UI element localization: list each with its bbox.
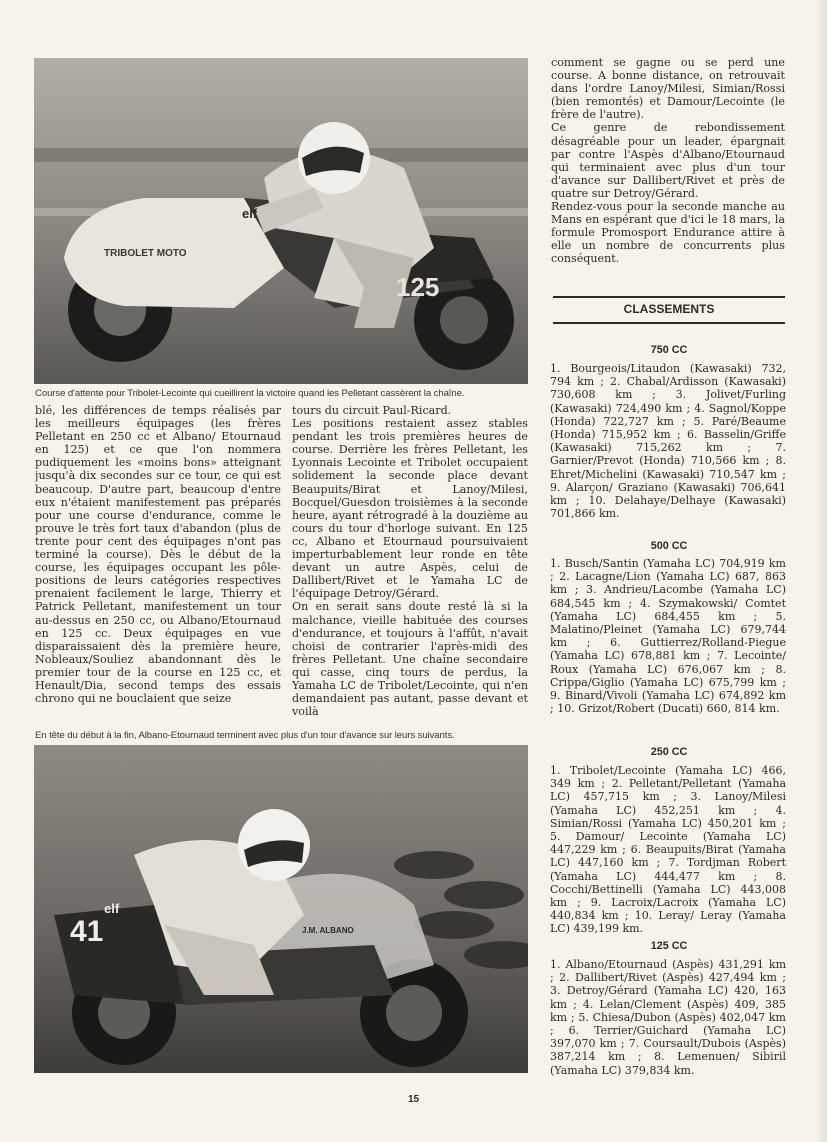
article-col2-paragraph-2: Les positions restaient assez stables pendant les trois premières heures de course. Derrière les frères Pelletant, les Lyonnais Lecointe et Tribolet occupaient solidement la seconde place devant Beaupuits/Birat et Lanoy/Milesi, Bocquel/Guesdon troisièmes à la seconde heure, ayant rétrogradé à la douzième au cours du tour d'horloge suivant. En 125 cc, Albano et Etournaud poursuivaient imperturbablement leur ronde en tête devant un autre Aspès, celui de Dallibert/Rivet et le Yamaha LC de l'équipage Detroy/Gérard.: [292, 417, 528, 601]
classements-rule-bottom: [553, 322, 785, 324]
category-125-title: 125 CC: [650, 940, 688, 952]
category-250-title: 250 CC: [650, 746, 688, 758]
page-number: 15: [407, 1094, 420, 1105]
photo-top-tribolet-lecointe: [34, 58, 528, 384]
race-number-41: 41: [70, 915, 104, 948]
race-number-125: 125: [396, 272, 440, 302]
article-col3-paragraph-1: comment se gagne ou se perd une course. A bonne distance, on retrouvait dans l'ordre Lanoy/Milesi, Simian/Rossi (bien remontés) et Damour/Lecointe (le frère de l'autre).: [551, 56, 785, 122]
photo-bottom-illustration: [34, 745, 528, 1073]
article-column-1: [35, 404, 281, 726]
article-col2-paragraph-3: On en serait sans doute resté là si la malchance, vieille habituée des courses d'endurance, et toujours à l'affût, n'avait choisi de contrarier l'après-midi des frères Pelletant. Une chaîne secondaire qui casse, cinq tours de perdus, la Yamaha LC de Tribolet/Lecointe, qui n'en demandaient pas autant, passe devant et voilà: [292, 600, 528, 719]
category-125-results: 1. Albano/Etournaud (Aspès) 431,291 km ; 2. Dallibert/Rivet (Aspès) 427,494 km ; 3. Detroy/Gérard (Yamaha LC) 420, 163 km ; 4. Lelan/Clement (Aspès) 409, 385 km ; 5. Chiesa/Dubon (Aspès) 402,047 km ; 6. Terrier/Guichard (Yamaha LC) 397,070 km ; 7. Coursault/Dubois (Aspès) 387,214 km ; 8. Lemenuen/ Sibiril (Yamaha LC) 379,834 km.: [550, 958, 786, 1077]
classements-rule-top: [553, 296, 785, 298]
article-column-2: [292, 404, 528, 726]
category-250-results: 1. Tribolet/Lecointe (Yamaha LC) 466, 349 km ; 2. Pelletant/Pelletant (Yamaha LC) 457,715 km ; 3. Lanoy/Milesi (Yamaha LC) 452,251 km ; 4. Simian/Rossi (Yamaha LC) 450,201 km ; 5. Damour/ Lecointe (Yamaha LC) 447,229 km ; 6. Beaupuits/Birat (Yamaha LC) 447,160 km ; 7. Tordjman Robert (Yamaha LC) 444,477 km ; 8. Cocchi/Bettinelli (Yamaha LC) 443,008 km ; 9. Lacroix/Lacroix (Yamaha LC) 440,834 km ; 10. Leray/ Leray (Yamaha LC) 439,199 km.: [550, 764, 786, 936]
page-edge-shadow: [817, 0, 827, 1142]
rider-name-sticker: J.M. ALBANO: [302, 926, 354, 935]
photo-bottom-albano-etournaud: [34, 745, 528, 1073]
article-col2-paragraph-1: tours du circuit Paul-Ricard.: [292, 404, 452, 417]
article-column-3: [551, 56, 785, 276]
category-750-title: 750 CC: [650, 344, 688, 356]
elf-sticker-bottom: elf: [104, 901, 120, 916]
article-col3-paragraph-2: Ce genre de rebondissement désagréable pour un leader, épargnait par contre l'Aspès d'Albano/Etournaud qui terminaient avec plus d'un tour d'avance sur Dallibert/Rivet et près de quatre sur Detroy/Gérard.: [551, 121, 785, 200]
category-500-title: 500 CC: [650, 540, 688, 552]
photo-top-illustration: [34, 58, 528, 384]
fairing-text: TRIBOLET MOTO: [104, 248, 187, 259]
photo-bottom-caption: En tête du début à la fin, Albano-Etournaud terminent avec plus d'un tour d'avance sur leurs suivants.: [35, 730, 455, 741]
category-750-results: 1. Bourgeois/Litaudon (Kawasaki) 732, 794 km ; 2. Chabal/Ardisson (Kawasaki) 730,608 km ; 3. Jolivet/Furling (Kawasaki) 724,490 km ; 4. Sagnol/Koppe (Honda) 722,727 km ; 5. Paré/Beaume (Honda) 715,952 km ; 6. Basselin/Griffe (Kawasaki) 715,262 km ; 7. Garnier/Prevot (Honda) 710,566 km ; 8. Ehret/Michelini (Kawasaki) 710,547 km ; 9. Alarçon/ Graziano (Kawasaki) 706,641 km ; 10. Delahaye/Delhaye (Kawasaki) 701,866 km.: [550, 362, 786, 521]
article-col1-paragraph: blé, les différences de temps réalisés par les meilleurs équipages (les frères Pelletant en 250 cc et Albano/ Etournaud en 125) et ce que l'on nommera pudiquement les «moins bons» atteignant jusqu'à dix secondes sur ce tour, ce qui est beaucoup. D'autre part, beaucoup d'entre eux n'étaient manifestement pas préparés pour une course d'endurance, comme le prouve le très fort taux d'abandon (plus de trente pour cent des équipages n'ont pas terminé la course). Dès le début de la course, les équipages occupant les pôle-positions de leurs catégories respectives prenaient facilement le large, Thierry et Patrick Pelletant, manifestement un tour au-dessus en 250 cc, ou Albano/Etournaud en 125 cc. Deux équipages en vue disparaissaient dès la première heure, Nobleaux/Souliez abandonnant dès le premier tour de la course en 125 cc, et Henault/Dia, second temps des essais chrono qui ne bouclaient que seize: [35, 404, 281, 706]
category-500-results: 1. Busch/Santin (Yamaha LC) 704,919 km ; 2. Lacagne/Lion (Yamaha LC) 687, 863 km ; 3. Andrieu/Lacombe (Yamaha LC) 684,545 km ; 4. Szymakowski/ Comtet (Yamaha LC) 684,455 km ; 5. Malatino/Pleinet (Yamaha LC) 679,744 km ; 6. Guttierrez/Rolland-Piegue (Yamaha LC) 678,881 km ; 7. Lecointe/ Roux (Yamaha LC) 676,067 km ; 8. Crippa/Giglio (Yamaha LC) 675,799 km ; 9. Binard/Vivoli (Yamaha LC) 674,892 km ; 10. Grizot/Robert (Ducati) 660, 814 km.: [550, 557, 786, 716]
photo-top-caption: Course d'attente pour Tribolet-Lecointe qui cueillirent la victoire quand les Pelletant cassèrent la chaîne.: [35, 388, 465, 399]
elf-sticker: elf: [242, 206, 258, 221]
article-col3-paragraph-3: Rendez-vous pour la seconde manche au Mans en espérant que d'ici le 18 mars, la formule Promosport Endurance attire à elle un nombre de concurrents plus conséquent.: [551, 200, 785, 266]
classements-title: CLASSEMENTS: [623, 302, 715, 316]
